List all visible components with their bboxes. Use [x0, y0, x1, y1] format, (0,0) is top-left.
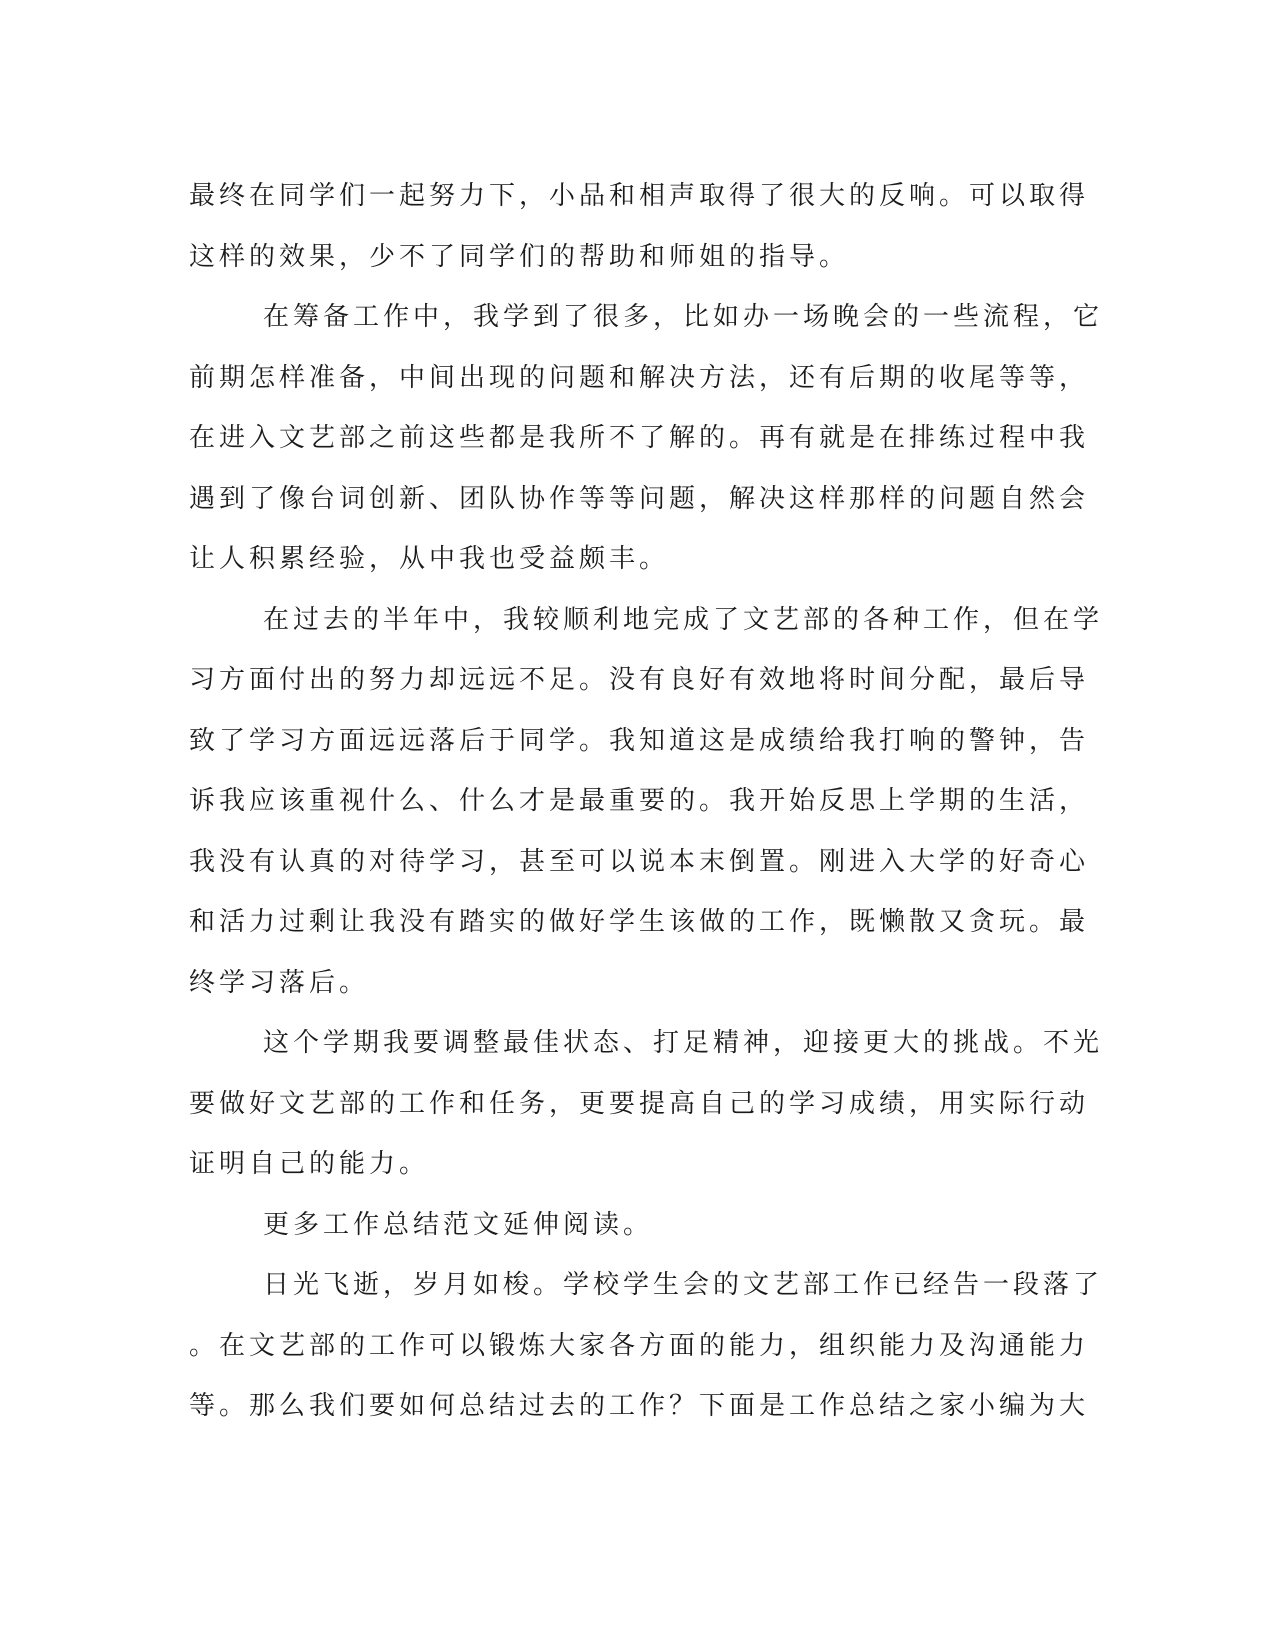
text-line-5: 在进入文艺部之前这些都是我所不了解的。再有就是在排练过程中我 [189, 423, 1090, 453]
text-line-17: 证明自己的能力。 [189, 1149, 430, 1179]
text-line-11: 诉我应该重视什么、什么才是最重要的。我开始反思上学期的生活， [189, 786, 1090, 816]
text-line-19: 日光飞逝，岁月如梭。学校学生会的文艺部工作已经告一段落了 [263, 1270, 1104, 1300]
text-line-7: 让人积累经验，从中我也受益颇丰。 [189, 544, 670, 574]
text-line-2: 这样的效果，少不了同学们的帮助和师姐的指导。 [189, 241, 850, 272]
text-line-21: 等。那么我们要如何总结过去的工作？下面是工作总结之家小编为大 [189, 1391, 1090, 1421]
text-line-14: 终学习落后。 [189, 967, 370, 998]
text-line-16: 要做好文艺部的工作和任务，更要提高自己的学习成绩，用实际行动 [189, 1088, 1090, 1119]
text-line-1: 最终在同学们一起努力下，小品和相声取得了很大的反响。可以取得 [189, 181, 1090, 211]
text-line-12: 我没有认真的对待学习，甚至可以说本末倒置。刚进入大学的好奇心 [189, 846, 1090, 877]
text-line-10: 致了学习方面远远落后于同学。我知道这是成绩给我打响的警钟，告 [189, 725, 1090, 756]
text-line-13: 和活力过剩让我没有踏实的做好学生该做的工作，既懒散又贪玩。最 [189, 907, 1090, 937]
text-line-20: 。在文艺部的工作可以锻炼大家各方面的能力，组织能力及沟通能力 [189, 1330, 1090, 1361]
text-line-18: 更多工作总结范文延伸阅读。 [263, 1209, 654, 1240]
text-line-3: 在筹备工作中，我学到了很多，比如办一场晚会的一些流程，它 [263, 302, 1104, 332]
text-line-6: 遇到了像台词创新、团队协作等等问题，解决这样那样的问题自然会 [189, 483, 1090, 514]
text-line-8: 在过去的半年中，我较顺利地完成了文艺部的各种工作，但在学 [263, 604, 1104, 635]
body-text [189, 166, 1104, 1437]
text-line-9: 习方面付出的努力却远远不足。没有良好有效地将时间分配，最后导 [189, 665, 1090, 695]
text-line-15: 这个学期我要调整最佳状态、打足精神，迎接更大的挑战。不光 [263, 1028, 1104, 1058]
text-line-4: 前期怎样准备，中间出现的问题和解决方法，还有后期的收尾等等， [189, 362, 1090, 393]
